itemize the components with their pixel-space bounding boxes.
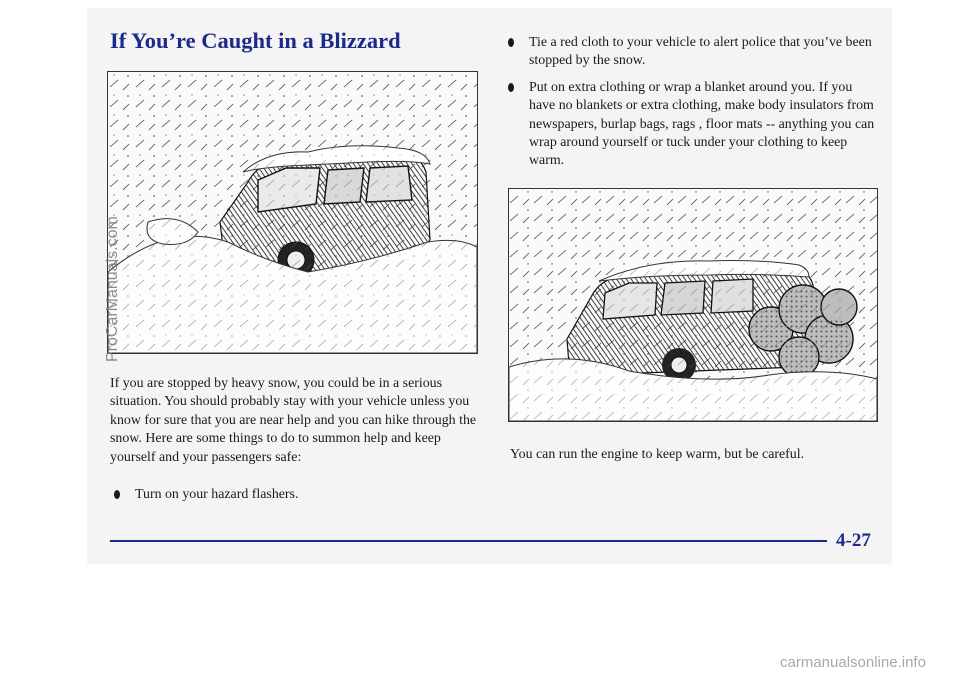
- section-title: If You’re Caught in a Blizzard: [110, 28, 401, 53]
- intro-paragraph: If you are stopped by heavy snow, you could be in a serious situation. You should probably stay with your vehicle unless you know for sure that you are near help and you can hike through the snow. Here are some things to do to summon help and keep yourself and your passengers safe:: [110, 376, 477, 465]
- bullet-icon: [508, 83, 514, 92]
- list-item: [110, 486, 490, 504]
- van-stuck-in-snow-illustration: [107, 71, 478, 354]
- bullet-text: Tie a red cloth to your vehicle to alert police that you’ve been stopped by the snow.: [529, 35, 872, 69]
- bullet-icon: [508, 38, 514, 47]
- bullet-text: Turn on your hazard flashers.: [135, 487, 299, 502]
- watermark-text: [106, 326, 120, 362]
- footer-rule: [110, 540, 827, 542]
- left-bullet-list: [110, 486, 490, 504]
- van-running-exhaust-illustration: [508, 188, 878, 422]
- site-watermark: carmanualsonline.info: [780, 654, 926, 671]
- list-item: [504, 34, 879, 71]
- bullet-icon: [114, 490, 120, 499]
- list-item: [504, 79, 879, 171]
- right-bullet-list: [504, 34, 879, 179]
- bullet-text: Put on extra clothing or wrap a blanket around you. If you have no blankets or extra clothing, make body insulators from newspapers, burlap bags, rags , floor mats -- anything you can wrap around yourself or tuck under your clothing to keep warm.: [529, 79, 875, 169]
- page-number: 4-27: [836, 530, 871, 551]
- illustration-caption: You can run the engine to keep warm, but be careful.: [510, 447, 805, 462]
